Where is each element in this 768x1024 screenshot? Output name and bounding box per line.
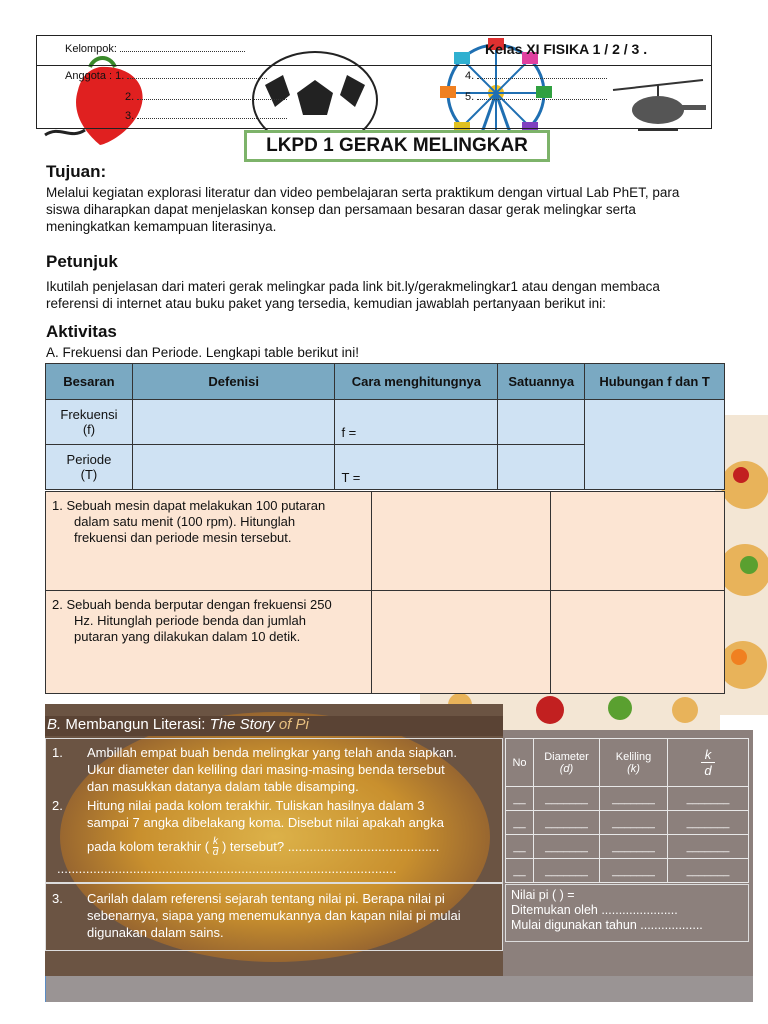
th-diameter-label: Diameter bbox=[544, 750, 589, 763]
fraction-d: d bbox=[212, 847, 219, 858]
th-cara: Cara menghitungnya bbox=[335, 364, 498, 400]
literasi-item-1 bbox=[87, 744, 499, 795]
th-diameter bbox=[534, 739, 600, 787]
literasi-item-2-line-2: sampai 7 angka dibelakang koma. Disebut nilai apakah angka bbox=[87, 815, 445, 830]
anggota-num-2: 2. bbox=[125, 91, 135, 103]
cell-ratio[interactable]: _______ bbox=[668, 811, 749, 835]
cell-frekuensi-satuan[interactable] bbox=[498, 400, 585, 445]
cell-ratio[interactable]: _______ bbox=[668, 835, 749, 859]
periode-label: Periode bbox=[66, 452, 112, 467]
cell-keliling[interactable]: _______ bbox=[600, 787, 668, 811]
literasi-item-2-line-1: Hitung nilai pada kolom terakhir. Tuliskan hasilnya dalam 3 bbox=[87, 798, 425, 813]
problems-table bbox=[45, 491, 725, 694]
kelas-label: Kelas XI FISIKA 1 / 2 / 3 . bbox=[485, 41, 648, 57]
th-keliling-label: Keliling bbox=[615, 750, 652, 763]
item-2-text-a: pada kolom terakhir ( bbox=[87, 838, 210, 854]
literasi-heading bbox=[45, 716, 503, 736]
th-k-over-d bbox=[668, 739, 749, 787]
problem-1-line-2: dalam satu menit (100 rpm). Hitunglah bbox=[74, 514, 296, 529]
table-row bbox=[506, 811, 749, 835]
problem-1-line-1: 1. Sebuah mesin dapat melakukan 100 putaran bbox=[52, 498, 326, 513]
th-keliling bbox=[600, 739, 668, 787]
cell-keliling[interactable]: _______ bbox=[600, 859, 668, 883]
tujuan-line-1: Melalui kegiatan explorasi literatur dan video pembelajaran serta praktikum dengan virtual Lab PhET, para bbox=[46, 185, 680, 200]
th-keliling-symbol: (k) bbox=[627, 762, 640, 775]
literasi-item-2-num: 2. bbox=[52, 798, 63, 813]
literasi-item-3-line-2: sebenarnya, siapa yang menemukannya dan kapan nilai pi mulai bbox=[87, 908, 461, 923]
literasi-item-1-num: 1. bbox=[52, 745, 63, 760]
th-besaran: Besaran bbox=[46, 364, 133, 400]
literasi-item-1-line-1: Ambillah empat buah benda melingkar yang telah anda siapkan. bbox=[87, 745, 458, 760]
cell-frekuensi bbox=[46, 400, 133, 445]
problem-2-line-3: putaran yang dilakukan dalam 10 detik. bbox=[74, 629, 301, 644]
pi-year-line[interactable]: Mulai digunakan tahun .................. bbox=[511, 918, 703, 932]
cell-periode-defenisi[interactable] bbox=[132, 445, 335, 490]
cell-no[interactable]: __ bbox=[506, 835, 534, 859]
anggota-label: Anggota : bbox=[65, 70, 113, 82]
fraction-k: k bbox=[213, 836, 219, 847]
page-title: LKPD 1 GERAK MELINGKAR bbox=[244, 130, 550, 162]
literasi-item-3-line-3: digunakan dalam sains. bbox=[87, 925, 224, 940]
frekuensi-label: Frekuensi bbox=[60, 407, 118, 422]
petunjuk-line-1: Ikutilah penjelasan dari materi gerak melingkar pada link bit.ly/gerakmelingkar1 atau dengan membaca bbox=[46, 279, 660, 294]
literasi-item-2-line-3 bbox=[87, 837, 499, 858]
tujuan-heading: Tujuan: bbox=[46, 162, 107, 181]
pi-answers bbox=[511, 888, 703, 933]
problem-2-line-1: 2. Sebuah benda berputar dengan frekuensi 250 bbox=[52, 597, 332, 612]
tujuan-text bbox=[46, 184, 736, 235]
frequency-period-table bbox=[45, 363, 725, 490]
cell-no[interactable]: __ bbox=[506, 859, 534, 883]
table-row bbox=[506, 787, 749, 811]
th-diameter-symbol: (d) bbox=[559, 762, 574, 775]
periode-formula: T = bbox=[341, 470, 361, 485]
cell-diameter[interactable]: _______ bbox=[534, 811, 600, 835]
item-2-text-b: ) tersebut? .......................................... bbox=[221, 838, 440, 854]
anggota-field-5[interactable] bbox=[477, 99, 607, 100]
aktivitas-sub-a: A. Frekuensi dan Periode. Lengkapi table berikut ini! bbox=[46, 345, 359, 360]
literasi-heading-of: of Pi bbox=[278, 716, 309, 733]
th-k: k bbox=[701, 747, 715, 763]
literasi-item-3 bbox=[87, 890, 499, 941]
kelompok-field[interactable] bbox=[120, 51, 245, 52]
anggota-field-4[interactable] bbox=[477, 78, 607, 79]
tujuan-line-2: siswa diharapkan dapat menjelaskan konsep dan persamaan besaran dasar gerak melingkar serta bbox=[46, 202, 636, 217]
anggota-row-4 bbox=[465, 70, 607, 82]
cell-periode bbox=[46, 445, 133, 490]
problem-1-answer-b[interactable] bbox=[551, 492, 725, 591]
anggota-row-1 bbox=[65, 70, 267, 82]
problem-2 bbox=[46, 591, 372, 694]
literasi-item-1-line-2: Ukur diameter dan keliling dari masing-masing benda tersebut bbox=[87, 762, 445, 777]
cell-no[interactable]: __ bbox=[506, 787, 534, 811]
anggota-num-1: 1. bbox=[115, 70, 125, 82]
frekuensi-symbol: (f) bbox=[82, 422, 96, 437]
anggota-row-5 bbox=[465, 91, 607, 103]
kelompok-row bbox=[65, 43, 245, 55]
problem-2-answer-a[interactable] bbox=[372, 591, 551, 694]
anggota-num-4: 4. bbox=[465, 70, 475, 82]
cell-hubungan[interactable] bbox=[585, 400, 725, 490]
aktivitas-heading: Aktivitas bbox=[46, 322, 117, 341]
cell-diameter[interactable]: _______ bbox=[534, 787, 600, 811]
th-satuan: Satuannya bbox=[498, 364, 585, 400]
table-row bbox=[506, 835, 749, 859]
cell-no[interactable]: __ bbox=[506, 811, 534, 835]
frekuensi-formula: f = bbox=[341, 425, 357, 440]
identity-header-box bbox=[36, 35, 712, 129]
petunjuk-line-2: referensi di internet atau buku paket yang tersedia, kemudian jawablah pertanyaan berikut ini: bbox=[46, 296, 606, 311]
cell-diameter[interactable]: _______ bbox=[534, 859, 600, 883]
pi-discoverer-line[interactable]: Ditemukan oleh ...................... bbox=[511, 903, 678, 917]
petunjuk-heading: Petunjuk bbox=[46, 252, 118, 271]
cell-ratio[interactable]: _______ bbox=[668, 787, 749, 811]
tujuan-line-3: meningkatkan kemampuan literasinya. bbox=[46, 219, 277, 234]
kelompok-label: Kelompok: bbox=[65, 43, 117, 55]
literasi-heading-italic: The Story bbox=[209, 716, 275, 733]
cell-frekuensi-formula[interactable] bbox=[335, 400, 498, 445]
literasi-heading-b: B. bbox=[47, 716, 62, 733]
problem-2-answer-b[interactable] bbox=[551, 591, 725, 694]
anggota-field-1[interactable] bbox=[127, 78, 267, 79]
anggota-field-3[interactable] bbox=[137, 118, 287, 119]
problem-1-answer-a[interactable] bbox=[372, 492, 551, 591]
cell-frekuensi-defenisi[interactable] bbox=[132, 400, 335, 445]
petunjuk-text bbox=[46, 278, 736, 312]
cell-keliling[interactable]: _______ bbox=[600, 835, 668, 859]
cell-ratio[interactable]: _______ bbox=[668, 859, 749, 883]
problem-1 bbox=[46, 492, 372, 591]
table-row bbox=[506, 859, 749, 883]
pi-value-line[interactable]: Nilai pi ( ) = bbox=[511, 888, 575, 902]
anggota-row-2 bbox=[125, 91, 287, 103]
literasi-item-3-num: 3. bbox=[52, 891, 63, 906]
problem-1-line-3: frekuensi dan periode mesin tersebut. bbox=[74, 530, 292, 545]
literasi-item-2-line-4[interactable]: .............................................................................................. bbox=[57, 861, 397, 876]
literasi-bottom-strip bbox=[45, 976, 753, 1002]
th-hubungan: Hubungan f dan T bbox=[585, 364, 725, 400]
k-over-d-fraction bbox=[213, 837, 219, 858]
anggota-num-5: 5. bbox=[465, 91, 475, 103]
anggota-row-3 bbox=[125, 110, 287, 122]
literasi-item-3-line-1: Carilah dalam referensi sejarah tentang nilai pi. Berapa nilai pi bbox=[87, 891, 445, 906]
cell-diameter[interactable]: _______ bbox=[534, 835, 600, 859]
th-defenisi: Defenisi bbox=[132, 364, 335, 400]
cell-periode-formula[interactable] bbox=[335, 445, 498, 490]
literasi-item-2 bbox=[57, 797, 499, 877]
literasi-item-1-line-3: dan masukkan datanya dalam table disamping. bbox=[87, 779, 359, 794]
measurement-table bbox=[505, 738, 749, 883]
cell-periode-satuan[interactable] bbox=[498, 445, 585, 490]
problem-2-line-2: Hz. Hitunglah periode benda dan jumlah bbox=[74, 613, 306, 628]
periode-symbol: (T) bbox=[80, 467, 98, 482]
literasi-heading-text: Membangun Literasi: bbox=[65, 716, 206, 733]
th-d: d bbox=[704, 763, 712, 778]
anggota-num-3: 3. bbox=[125, 110, 135, 122]
cell-keliling[interactable]: _______ bbox=[600, 811, 668, 835]
th-no: No bbox=[506, 739, 534, 787]
anggota-field-2[interactable] bbox=[137, 99, 287, 100]
